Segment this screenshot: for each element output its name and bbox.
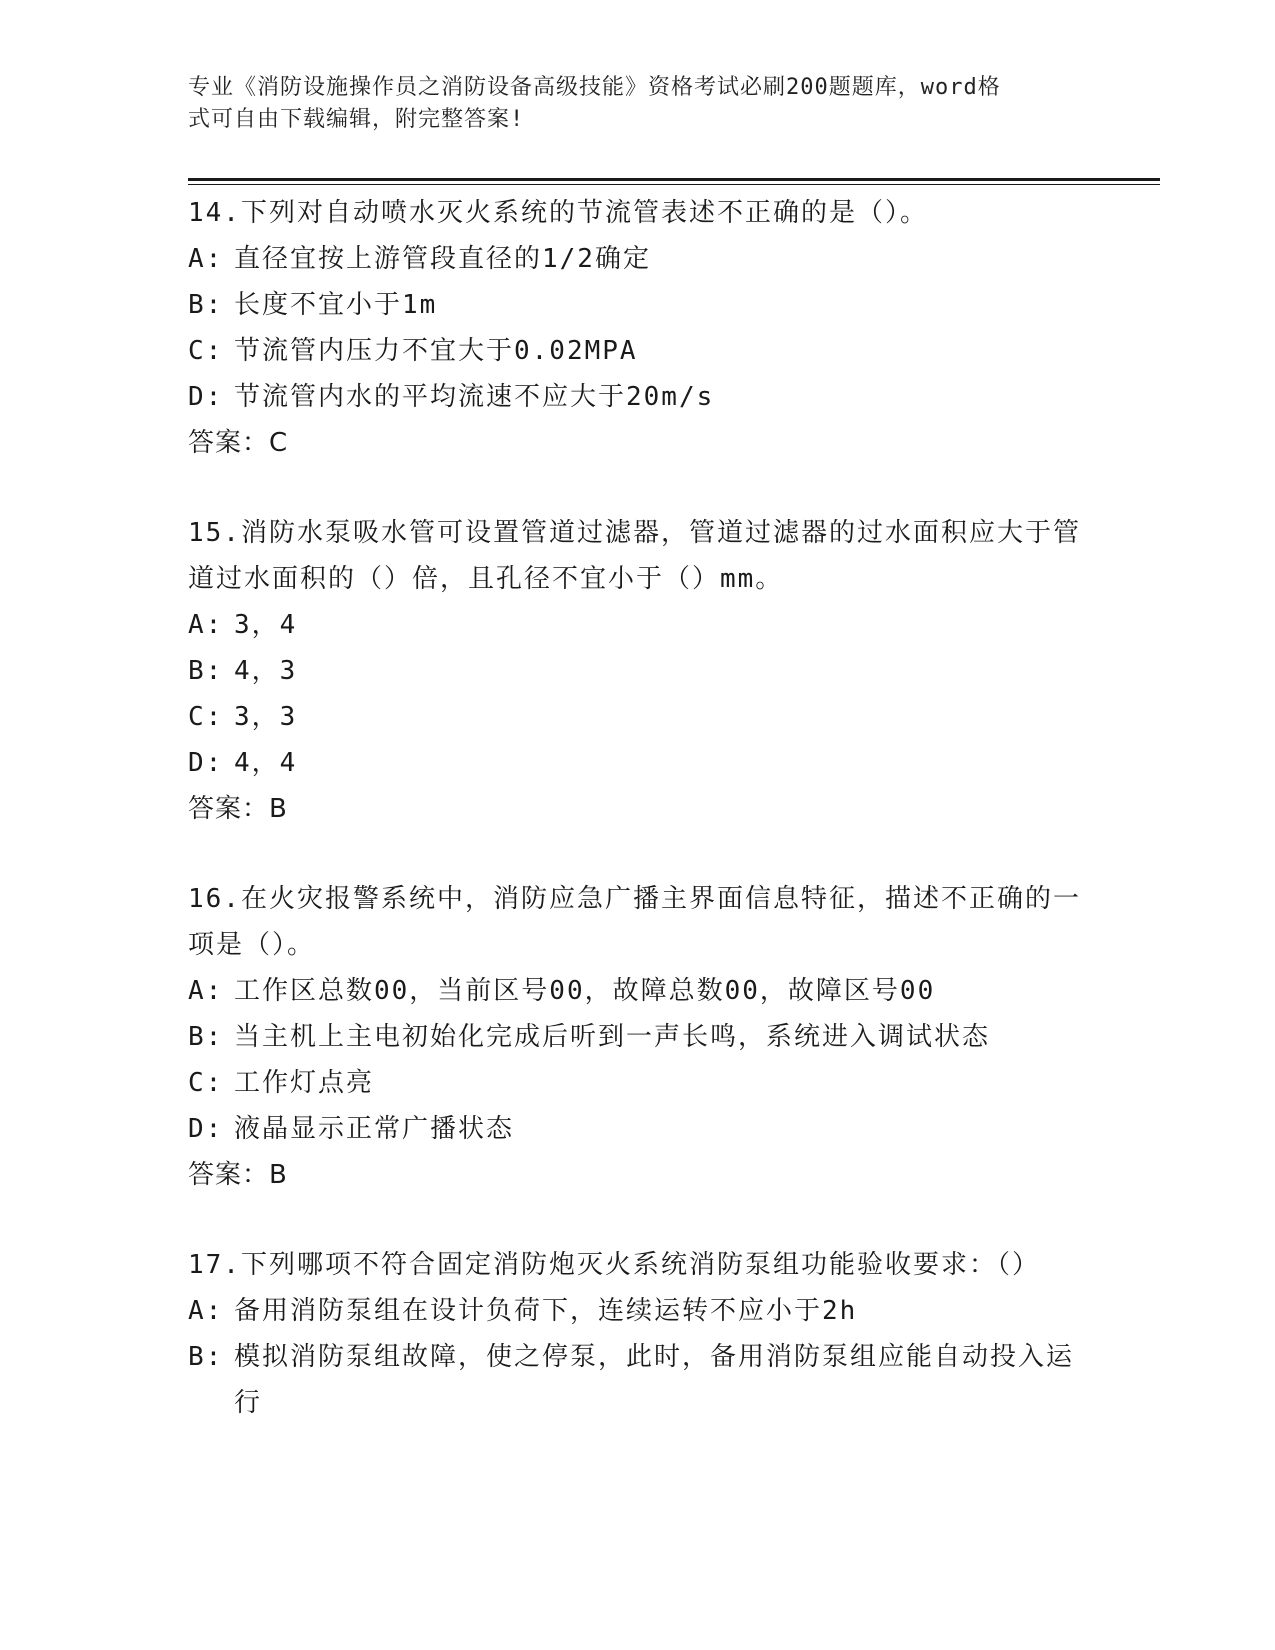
- option-c: [188, 1060, 1088, 1106]
- question-15: [188, 510, 1088, 832]
- option-letter: B:: [188, 656, 224, 686]
- option-b: [188, 1334, 1088, 1426]
- option-b: [188, 1014, 1088, 1060]
- question-stem: 16.在火灾报警系统中，消防应急广播主界面信息特征，描述不正确的一项是（）。: [188, 884, 1081, 960]
- option-text: 液晶显示正常广播状态: [234, 1114, 515, 1144]
- question-16: [188, 876, 1088, 1198]
- option-a: [188, 236, 1088, 282]
- option-c: [188, 694, 1088, 740]
- option-text: 4，4: [234, 748, 298, 778]
- option-letter: A:: [188, 1296, 224, 1326]
- option-text: 备用消防泵组在设计负荷下，连续运转不应小于2h: [234, 1296, 858, 1326]
- option-letter: B:: [188, 290, 224, 320]
- option-a: [188, 968, 1088, 1014]
- option-text: 3，4: [234, 610, 298, 640]
- header-line-1: 专业《消防设施操作员之消防设备高级技能》资格考试必刷200题题库，word格: [188, 75, 1001, 100]
- option-text: 4，3: [234, 656, 298, 686]
- option-text: 直径宜按上游管段直径的1/2确定: [234, 244, 651, 274]
- answer-line: 答案：B: [188, 1160, 288, 1190]
- option-text: 工作区总数00，当前区号00，故障总数00，故障区号00: [234, 976, 936, 1006]
- option-letter: D:: [188, 1114, 224, 1144]
- option-letter: B:: [188, 1342, 224, 1372]
- option-b: [188, 648, 1088, 694]
- option-a: [188, 1288, 1088, 1334]
- option-letter: C:: [188, 336, 224, 366]
- option-text: 3，3: [234, 702, 298, 732]
- option-text: 节流管内水的平均流速不应大于20m/s: [234, 382, 715, 412]
- option-letter: A:: [188, 244, 224, 274]
- document-header: [188, 72, 1088, 136]
- option-letter: C:: [188, 702, 224, 732]
- option-text: 节流管内压力不宜大于0.02MPA: [234, 336, 638, 366]
- option-letter: D:: [188, 748, 224, 778]
- option-text: 当主机上主电初始化完成后听到一声长鸣，系统进入调试状态: [234, 1022, 991, 1052]
- option-c: [188, 328, 1088, 374]
- question-stem: 15.消防水泵吸水管可设置管道过滤器，管道过滤器的过水面积应大于管道过水面积的（）倍，且孔径不宜小于（）mm。: [188, 518, 1081, 594]
- option-letter: B:: [188, 1022, 224, 1052]
- option-d: [188, 740, 1088, 786]
- option-letter: D:: [188, 382, 224, 412]
- question-14: [188, 190, 1088, 466]
- option-letter: C:: [188, 1068, 224, 1098]
- option-text: 长度不宜小于1m: [234, 290, 438, 320]
- question-list: [188, 190, 1088, 1470]
- question-stem: 14.下列对自动喷水灭火系统的节流管表述不正确的是（）。: [188, 198, 928, 228]
- option-a: [188, 602, 1088, 648]
- header-divider-thin: [188, 184, 1160, 185]
- option-b: [188, 282, 1088, 328]
- header-line-2: 式可自由下载编辑，附完整答案!: [188, 107, 525, 132]
- option-text: 工作灯点亮: [234, 1068, 375, 1098]
- answer-line: 答案：B: [188, 794, 288, 824]
- option-d: [188, 1106, 1088, 1152]
- question-17: [188, 1242, 1088, 1426]
- option-text: 模拟消防泵组故障，使之停泵，此时，备用消防泵组应能自动投入运行: [234, 1342, 1075, 1418]
- answer-line: 答案：C: [188, 428, 289, 458]
- option-letter: A:: [188, 976, 224, 1006]
- question-stem: 17.下列哪项不符合固定消防炮灭火系统消防泵组功能验收要求：（）: [188, 1250, 1040, 1280]
- option-d: [188, 374, 1088, 420]
- header-divider-thick: [188, 178, 1160, 181]
- option-letter: A:: [188, 610, 224, 640]
